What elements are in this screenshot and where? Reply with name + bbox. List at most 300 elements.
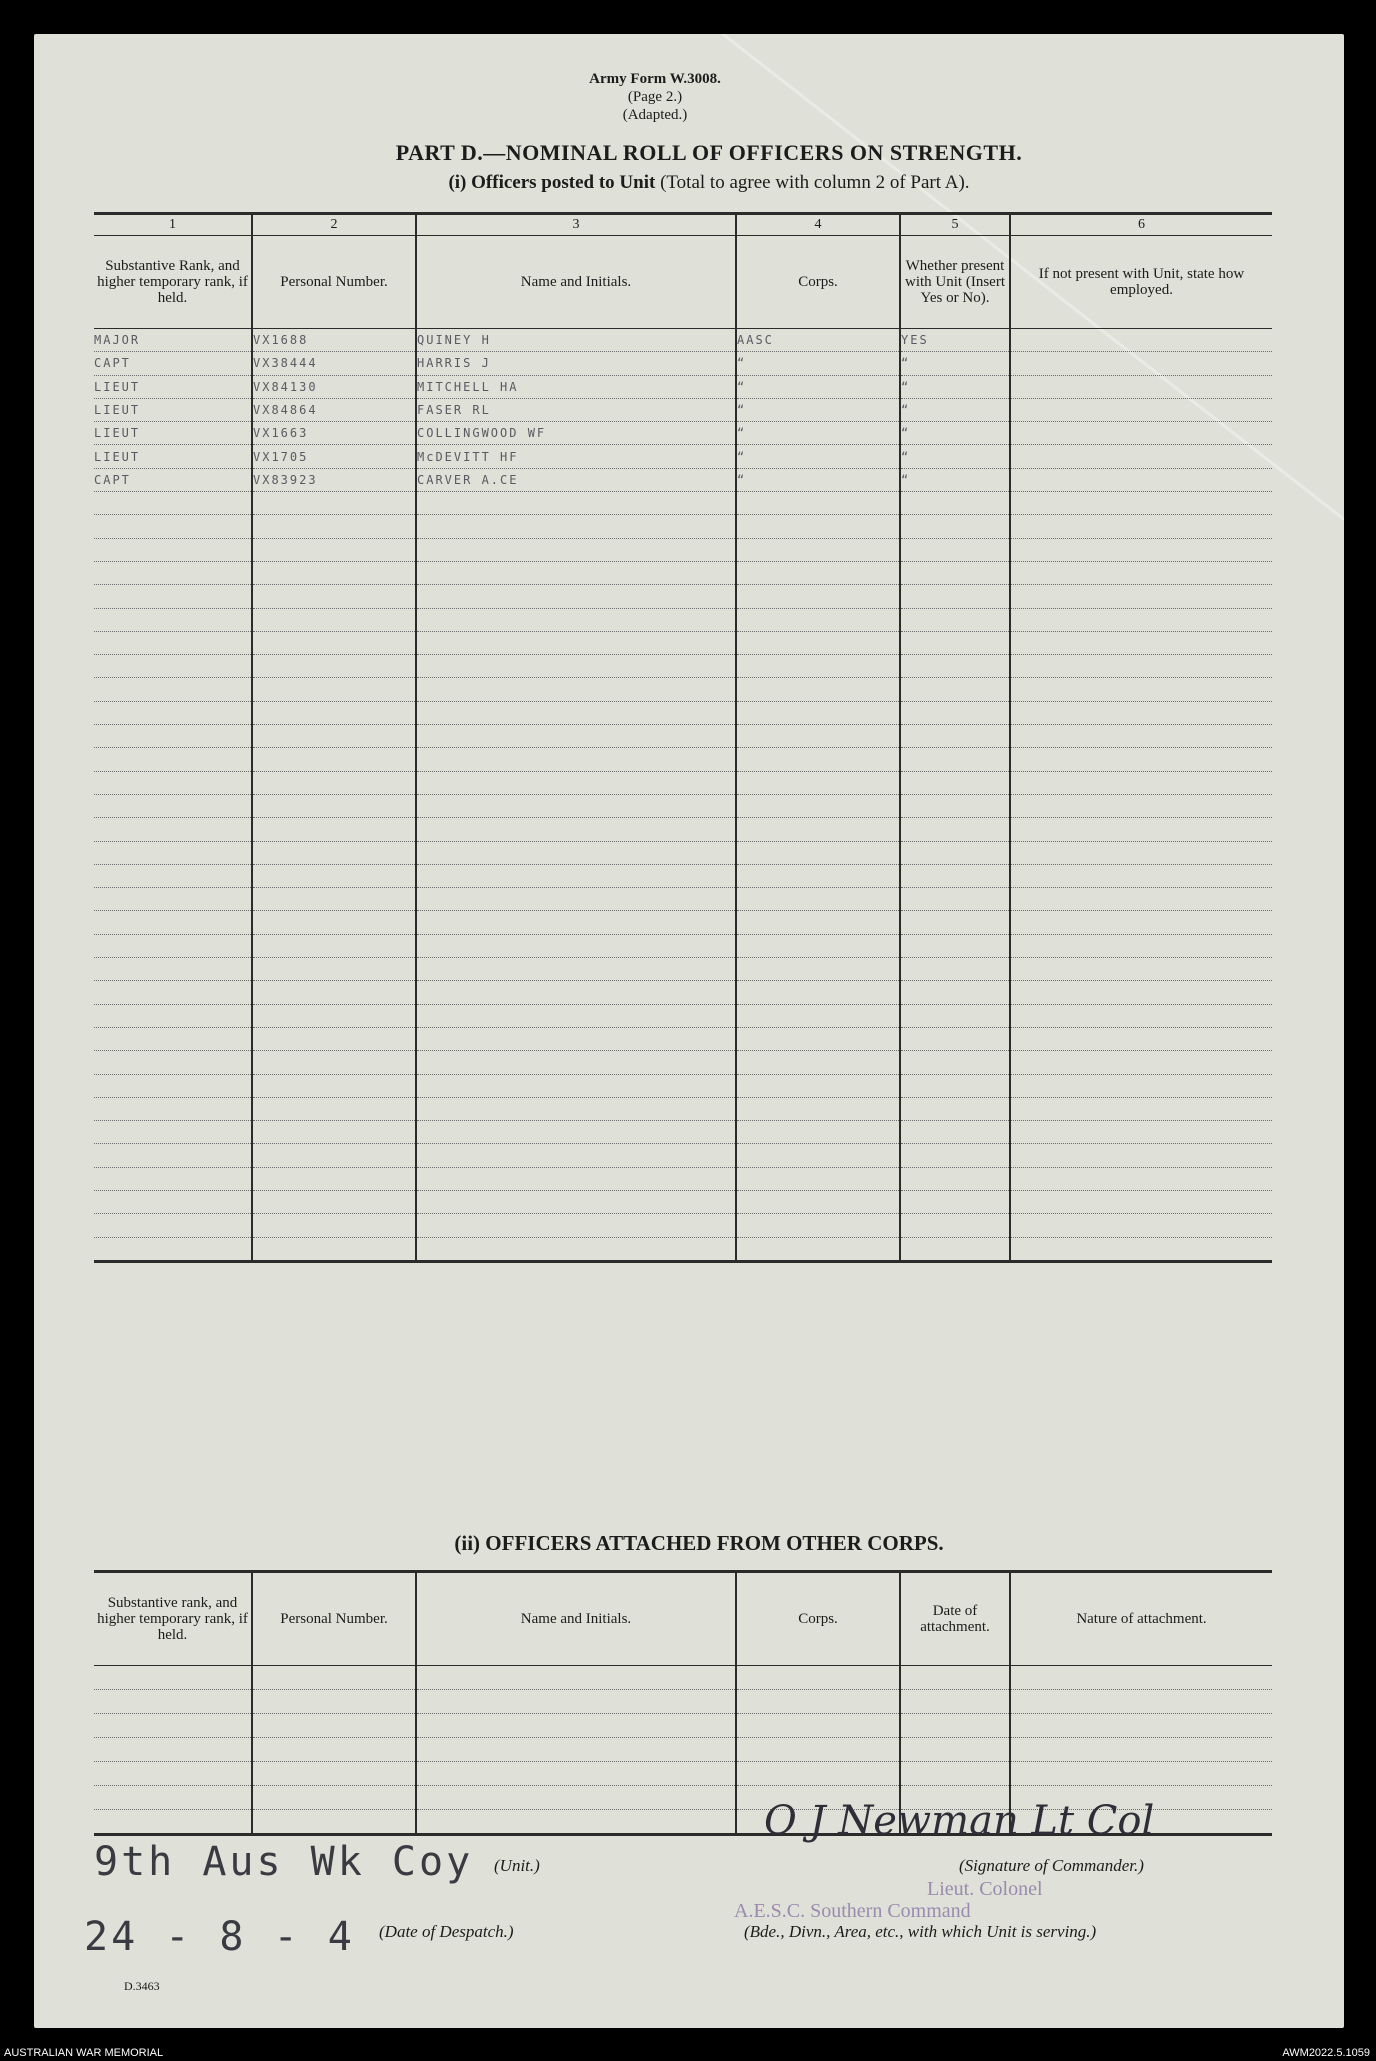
table-row	[94, 398, 1272, 421]
form-reference	[66, 70, 1244, 124]
cell-number	[252, 794, 416, 817]
cell-blank	[1010, 1690, 1272, 1714]
section1-title-rest: (Total to agree with column 2 of Part A).	[655, 172, 970, 193]
col-number: 6	[1010, 214, 1272, 236]
table-row	[94, 1121, 1272, 1144]
cell-corps	[736, 818, 900, 841]
cell-blank	[94, 1762, 252, 1786]
cell-name	[416, 678, 736, 701]
cell-number	[252, 1214, 416, 1237]
cell-rank: MAJOR	[94, 329, 252, 352]
cell-number: VX38444	[252, 352, 416, 375]
cell-rank	[94, 841, 252, 864]
cell-corps	[736, 515, 900, 538]
cell-employed	[1010, 1121, 1272, 1144]
table-row	[94, 678, 1272, 701]
cell-blank	[94, 1786, 252, 1810]
table-row	[94, 1144, 1272, 1167]
cell-rank	[94, 911, 252, 934]
table-row	[94, 1167, 1272, 1190]
col-number: 3	[416, 214, 736, 236]
cell-employed	[1010, 468, 1272, 491]
cell-corps	[736, 1190, 900, 1213]
cell-name: HARRIS J	[416, 352, 736, 375]
table-row	[94, 1190, 1272, 1213]
archive-id: AWM2022.5.1059	[1282, 2047, 1370, 2059]
cell-employed	[1010, 1214, 1272, 1237]
table-row	[94, 1214, 1272, 1237]
cell-number	[252, 1051, 416, 1074]
table-row	[94, 1714, 1272, 1738]
cell-blank	[252, 1714, 416, 1738]
table-row	[94, 422, 1272, 445]
stamp-command: A.E.S.C. Southern Command	[734, 1900, 971, 1922]
cell-name	[416, 655, 736, 678]
table-row	[94, 888, 1272, 911]
form-page	[34, 34, 1344, 2028]
cell-name: MITCHELL HA	[416, 375, 736, 398]
cell-blank	[1010, 1762, 1272, 1786]
cell-present: “	[900, 445, 1010, 468]
col-number: 1	[94, 214, 252, 236]
cell-number	[252, 678, 416, 701]
cell-employed	[1010, 329, 1272, 352]
cell-present	[900, 515, 1010, 538]
cell-corps	[736, 888, 900, 911]
header-name: Name and Initials.	[416, 236, 736, 329]
cell-number	[252, 725, 416, 748]
cell-employed	[1010, 585, 1272, 608]
cell-name	[416, 1144, 736, 1167]
cell-blank	[416, 1810, 736, 1835]
cell-present	[900, 492, 1010, 515]
cell-employed	[1010, 1074, 1272, 1097]
cell-corps	[736, 1004, 900, 1027]
header-corps: Corps.	[736, 236, 900, 329]
cell-present	[900, 1004, 1010, 1027]
cell-present	[900, 1097, 1010, 1120]
cell-corps	[736, 492, 900, 515]
header-rank: Substantive Rank, and higher temporary rank, if held.	[94, 236, 252, 329]
cell-rank	[94, 888, 252, 911]
cell-corps	[736, 1027, 900, 1050]
cell-blank	[416, 1714, 736, 1738]
header-date-attachment: Date of attachment.	[900, 1572, 1010, 1666]
table-row	[94, 1738, 1272, 1762]
cell-rank: CAPT	[94, 352, 252, 375]
table-row	[94, 1097, 1272, 1120]
cell-corps	[736, 538, 900, 561]
header-present: Whether present with Unit (Insert Yes or No).	[900, 236, 1010, 329]
page-title: PART D.—NOMINAL ROLL OF OFFICERS ON STRENGTH.	[395, 140, 1023, 165]
cell-blank	[736, 1666, 900, 1690]
col-number: 5	[900, 214, 1010, 236]
cell-employed	[1010, 934, 1272, 957]
cell-present: “	[900, 398, 1010, 421]
cell-corps	[736, 701, 900, 724]
cell-rank	[94, 608, 252, 631]
cell-blank	[416, 1690, 736, 1714]
form-number: Army Form W.3008.	[589, 71, 721, 87]
cell-employed	[1010, 422, 1272, 445]
cell-employed	[1010, 1027, 1272, 1050]
cell-blank	[416, 1738, 736, 1762]
cell-rank	[94, 515, 252, 538]
cell-name	[416, 1237, 736, 1261]
cell-rank	[94, 1167, 252, 1190]
cell-employed	[1010, 701, 1272, 724]
cell-blank	[94, 1738, 252, 1762]
cell-number	[252, 631, 416, 654]
cell-number	[252, 538, 416, 561]
cell-name: McDEVITT HF	[416, 445, 736, 468]
cell-present	[900, 585, 1010, 608]
unit-handwritten: 9th Aus Wk Coy	[94, 1839, 474, 1885]
table-row	[94, 794, 1272, 817]
cell-name	[416, 725, 736, 748]
cell-rank	[94, 631, 252, 654]
cell-blank	[900, 1714, 1010, 1738]
cell-present	[900, 725, 1010, 748]
cell-number	[252, 1004, 416, 1027]
col-number: 2	[252, 214, 416, 236]
table-row	[94, 445, 1272, 468]
table-row	[94, 631, 1272, 654]
cell-employed	[1010, 1167, 1272, 1190]
cell-employed	[1010, 678, 1272, 701]
cell-number	[252, 911, 416, 934]
table-row	[94, 841, 1272, 864]
cell-rank	[94, 958, 252, 981]
cell-blank	[900, 1762, 1010, 1786]
cell-number	[252, 608, 416, 631]
cell-corps	[736, 608, 900, 631]
cell-blank	[416, 1786, 736, 1810]
cell-corps: “	[736, 468, 900, 491]
cell-rank	[94, 1144, 252, 1167]
header-rank: Substantive rank, and higher temporary rank, if held.	[94, 1572, 252, 1666]
cell-present	[900, 631, 1010, 654]
cell-number	[252, 1097, 416, 1120]
cell-corps	[736, 794, 900, 817]
cell-employed	[1010, 352, 1272, 375]
cell-rank	[94, 934, 252, 957]
cell-employed	[1010, 375, 1272, 398]
cell-employed	[1010, 771, 1272, 794]
cell-number	[252, 655, 416, 678]
cell-name	[416, 492, 736, 515]
table-row	[94, 585, 1272, 608]
cell-number	[252, 585, 416, 608]
cell-name	[416, 864, 736, 887]
header-nature-attachment: Nature of attachment.	[1010, 1572, 1272, 1666]
cell-corps	[736, 771, 900, 794]
cell-name	[416, 1097, 736, 1120]
officers-attached-table	[94, 1570, 1272, 1836]
cell-employed	[1010, 515, 1272, 538]
signature-label: (Signature of Commander.)	[959, 1856, 1144, 1875]
cell-name: COLLINGWOOD WF	[416, 422, 736, 445]
cell-number: VX1663	[252, 422, 416, 445]
cell-employed	[1010, 561, 1272, 584]
table-row	[94, 515, 1272, 538]
cell-name	[416, 1167, 736, 1190]
cell-employed	[1010, 864, 1272, 887]
cell-corps: “	[736, 445, 900, 468]
cell-number	[252, 515, 416, 538]
cell-present	[900, 701, 1010, 724]
cell-blank	[416, 1762, 736, 1786]
cell-blank	[94, 1690, 252, 1714]
cell-rank: LIEUT	[94, 375, 252, 398]
col-number: 4	[736, 214, 900, 236]
cell-number	[252, 1237, 416, 1261]
table-row	[94, 329, 1272, 352]
cell-number	[252, 864, 416, 887]
table-row	[94, 1051, 1272, 1074]
cell-blank	[900, 1666, 1010, 1690]
cell-present	[900, 655, 1010, 678]
cell-name	[416, 771, 736, 794]
table-row	[94, 911, 1272, 934]
cell-rank: LIEUT	[94, 422, 252, 445]
cell-rank	[94, 585, 252, 608]
cell-blank	[416, 1666, 736, 1690]
table-row	[94, 655, 1272, 678]
cell-number	[252, 1074, 416, 1097]
cell-employed	[1010, 958, 1272, 981]
table-row	[94, 771, 1272, 794]
cell-corps	[736, 981, 900, 1004]
cell-employed	[1010, 655, 1272, 678]
cell-present: “	[900, 352, 1010, 375]
table-row	[94, 701, 1272, 724]
cell-present	[900, 888, 1010, 911]
cell-blank	[252, 1810, 416, 1835]
cell-corps: “	[736, 352, 900, 375]
cell-rank	[94, 701, 252, 724]
cell-corps	[736, 748, 900, 771]
formation-label: (Bde., Divn., Area, etc., with which Unit is serving.)	[744, 1922, 1097, 1941]
commander-signature: O J Newman Lt Col	[764, 1798, 1155, 1844]
cell-rank	[94, 1027, 252, 1050]
cell-rank	[94, 492, 252, 515]
cell-present	[900, 911, 1010, 934]
cell-present	[900, 1237, 1010, 1261]
cell-corps	[736, 911, 900, 934]
cell-rank	[94, 1074, 252, 1097]
date-label: (Date of Despatch.)	[379, 1922, 514, 1941]
cell-rank	[94, 1097, 252, 1120]
cell-employed	[1010, 1051, 1272, 1074]
cell-corps	[736, 1051, 900, 1074]
cell-number: VX1705	[252, 445, 416, 468]
table-row	[94, 748, 1272, 771]
form-page-ref: (Page 2.)	[627, 89, 683, 105]
cell-name	[416, 1004, 736, 1027]
header-name: Name and Initials.	[416, 1572, 736, 1666]
cell-present	[900, 864, 1010, 887]
table-row	[94, 561, 1272, 584]
cell-employed	[1010, 888, 1272, 911]
cell-rank	[94, 1121, 252, 1144]
cell-blank	[1010, 1714, 1272, 1738]
cell-present	[900, 818, 1010, 841]
table-row	[94, 981, 1272, 1004]
cell-name	[416, 841, 736, 864]
cell-employed	[1010, 911, 1272, 934]
cell-employed	[1010, 1190, 1272, 1213]
cell-number: VX84864	[252, 398, 416, 421]
cell-corps	[736, 1214, 900, 1237]
cell-corps	[736, 1074, 900, 1097]
header-corps: Corps.	[736, 1572, 900, 1666]
section1-title	[34, 172, 1344, 194]
cell-rank	[94, 864, 252, 887]
cell-rank: LIEUT	[94, 398, 252, 421]
cell-name	[416, 958, 736, 981]
cell-present	[900, 1167, 1010, 1190]
cell-present: “	[900, 422, 1010, 445]
header-employment: If not present with Unit, state how employed.	[1010, 236, 1272, 329]
print-code: D.3463	[124, 1979, 160, 1993]
cell-present	[900, 1121, 1010, 1144]
cell-blank	[94, 1666, 252, 1690]
form-adapted: (Adapted.)	[622, 107, 688, 123]
cell-name	[416, 888, 736, 911]
cell-corps: AASC	[736, 329, 900, 352]
table-row	[94, 934, 1272, 957]
cell-corps	[736, 561, 900, 584]
cell-name	[416, 1121, 736, 1144]
cell-corps	[736, 1144, 900, 1167]
table-row	[94, 1237, 1272, 1261]
cell-number	[252, 1167, 416, 1190]
cell-corps	[736, 678, 900, 701]
header-personal-number: Personal Number.	[252, 1572, 416, 1666]
cell-number: VX83923	[252, 468, 416, 491]
cell-rank	[94, 1214, 252, 1237]
cell-present	[900, 1190, 1010, 1213]
cell-blank	[94, 1810, 252, 1835]
cell-corps	[736, 655, 900, 678]
cell-present	[900, 561, 1010, 584]
table-row	[94, 1027, 1272, 1050]
cell-rank	[94, 561, 252, 584]
cell-number	[252, 958, 416, 981]
cell-present	[900, 934, 1010, 957]
cell-employed	[1010, 818, 1272, 841]
cell-number	[252, 561, 416, 584]
section1-title-bold: (i) Officers posted to Unit	[448, 172, 656, 193]
cell-blank	[252, 1762, 416, 1786]
table-row	[94, 1074, 1272, 1097]
cell-employed	[1010, 398, 1272, 421]
cell-name	[416, 608, 736, 631]
cell-number	[252, 934, 416, 957]
cell-name	[416, 1074, 736, 1097]
cell-name	[416, 701, 736, 724]
cell-blank	[252, 1690, 416, 1714]
cell-rank: CAPT	[94, 468, 252, 491]
cell-blank	[736, 1714, 900, 1738]
cell-corps	[736, 631, 900, 654]
cell-corps	[736, 725, 900, 748]
table-row	[94, 538, 1272, 561]
archive-caption: AUSTRALIAN WAR MEMORIAL	[4, 2047, 164, 2059]
cell-blank	[900, 1738, 1010, 1762]
officers-posted-rows	[94, 329, 1272, 1262]
cell-name	[416, 1190, 736, 1213]
cell-blank	[252, 1738, 416, 1762]
cell-name: QUINEY H	[416, 329, 736, 352]
cell-blank	[900, 1690, 1010, 1714]
cell-rank	[94, 655, 252, 678]
cell-employed	[1010, 1237, 1272, 1261]
table-row	[94, 1666, 1272, 1690]
cell-blank	[94, 1714, 252, 1738]
stamp-rank: Lieut. Colonel	[927, 1878, 1043, 1900]
cell-present	[900, 958, 1010, 981]
cell-employed	[1010, 492, 1272, 515]
cell-present	[900, 771, 1010, 794]
cell-blank	[252, 1666, 416, 1690]
cell-rank: LIEUT	[94, 445, 252, 468]
header-personal-number: Personal Number.	[252, 236, 416, 329]
cell-number	[252, 1144, 416, 1167]
cell-number	[252, 1190, 416, 1213]
cell-name	[416, 585, 736, 608]
cell-name	[416, 911, 736, 934]
cell-employed	[1010, 1144, 1272, 1167]
cell-rank	[94, 1051, 252, 1074]
cell-number: VX1688	[252, 329, 416, 352]
cell-employed	[1010, 794, 1272, 817]
cell-corps: “	[736, 422, 900, 445]
cell-present	[900, 841, 1010, 864]
section2-title: (ii) OFFICERS ATTACHED FROM OTHER CORPS.	[454, 1531, 944, 1555]
table-row	[94, 492, 1272, 515]
cell-rank	[94, 818, 252, 841]
table-row	[94, 1690, 1272, 1714]
cell-name	[416, 1027, 736, 1050]
cell-rank	[94, 538, 252, 561]
cell-number	[252, 841, 416, 864]
cell-employed	[1010, 445, 1272, 468]
cell-employed	[1010, 1097, 1272, 1120]
table-row	[94, 468, 1272, 491]
cell-blank	[252, 1786, 416, 1810]
cell-present: YES	[900, 329, 1010, 352]
cell-present: “	[900, 468, 1010, 491]
cell-employed	[1010, 1004, 1272, 1027]
cell-name	[416, 794, 736, 817]
cell-name	[416, 748, 736, 771]
table-row	[94, 1004, 1272, 1027]
cell-present	[900, 608, 1010, 631]
table-row	[94, 352, 1272, 375]
cell-employed	[1010, 631, 1272, 654]
cell-corps	[736, 934, 900, 957]
cell-employed	[1010, 748, 1272, 771]
cell-corps	[736, 1167, 900, 1190]
cell-number	[252, 701, 416, 724]
unit-label: (Unit.)	[494, 1856, 540, 1875]
cell-present	[900, 1027, 1010, 1050]
cell-rank	[94, 771, 252, 794]
cell-blank	[736, 1738, 900, 1762]
table-row	[94, 958, 1272, 981]
